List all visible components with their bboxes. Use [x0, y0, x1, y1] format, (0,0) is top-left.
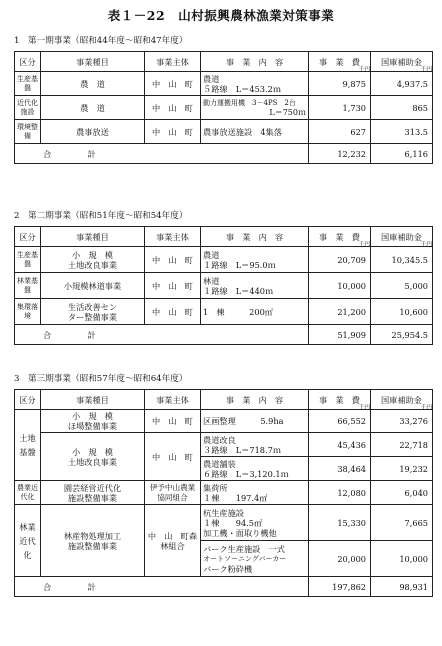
- entity-cell: 中 山 町: [145, 247, 201, 273]
- subsidy-cell: 千円 4,937.5: [371, 72, 433, 96]
- header-cost: 事 業 費: [309, 390, 371, 410]
- total-row: [15, 144, 433, 164]
- cost-cell: 10,000: [309, 273, 371, 299]
- subsidy-cell: 10,000: [371, 541, 433, 577]
- cost-cell: 12,080: [309, 481, 371, 505]
- type-cell: 小 規 模 土地改良事業: [41, 433, 145, 481]
- subsidy-cell: 6,040: [371, 481, 433, 505]
- category-cell: 生産基盤: [15, 72, 41, 96]
- subsidy-cell: 10,600: [371, 299, 433, 325]
- content-cell: 農道改良 ３路線 L＝718.7ｍ: [201, 433, 309, 457]
- header-category: 区分: [15, 52, 41, 72]
- cost-cell: 千円 66,552: [309, 410, 371, 433]
- entity-cell: 中 山 町: [145, 433, 201, 481]
- header-content: 事 業 内 容: [201, 227, 309, 247]
- type-cell: 園芸経営近代化 施設整備事業: [41, 481, 145, 505]
- cost-cell: 千円 20,709: [309, 247, 371, 273]
- header-entity: 事業主体: [145, 227, 201, 247]
- content-cell: 動力運搬用機 3－4PS 2台 L＝750ｍ: [201, 96, 309, 120]
- total-cost: 197,862: [309, 577, 371, 597]
- table-row: [15, 120, 433, 144]
- subsidy-cell: 22,718: [371, 433, 433, 457]
- type-cell: 農 道: [41, 96, 145, 120]
- entity-cell: 中 山 町: [145, 299, 201, 325]
- header-entity: 事業主体: [145, 52, 201, 72]
- entity-cell: 中 山 町森林組合: [145, 505, 201, 577]
- table-row: [15, 247, 433, 273]
- header-category: 区分: [15, 227, 41, 247]
- total-cost: 12,232: [309, 144, 371, 164]
- header-type: 事業種目: [41, 390, 145, 410]
- total-row: [15, 577, 433, 597]
- table-row: [15, 481, 433, 505]
- subsidy-cell: 19,232: [371, 457, 433, 481]
- cost-cell: 千円 9,875: [309, 72, 371, 96]
- category-cell: 集環落境: [15, 299, 41, 325]
- cost-cell: 45,436: [309, 433, 371, 457]
- table-row: [15, 410, 433, 433]
- phase2-section: [14, 209, 432, 345]
- header-type: 事業種目: [41, 227, 145, 247]
- category-cell: 環境整備: [15, 120, 41, 144]
- entity-cell: 中 山 町: [145, 72, 201, 96]
- table-row: [15, 299, 433, 325]
- header-subsidy: 国庫補助金: [371, 52, 433, 72]
- category-cell: 農業近代化: [15, 481, 41, 505]
- table-row: [15, 273, 433, 299]
- total-label: 合 計: [15, 144, 309, 164]
- type-cell: 小 規 模 土地改良事業: [41, 247, 145, 273]
- cost-cell: 627: [309, 120, 371, 144]
- type-cell: 生活改善セン ター整備事業: [41, 299, 145, 325]
- header-content: 事 業 内 容: [201, 390, 309, 410]
- content-cell: 区画整理 5.9ha: [201, 410, 309, 433]
- phase1-section: [14, 34, 432, 164]
- cost-cell: 15,330: [309, 505, 371, 541]
- subsidy-cell: 313.5: [371, 120, 433, 144]
- content-cell: 杭生産施設 １棟 94.5㎡ 加工機・面取り機他: [201, 505, 309, 541]
- entity-cell: 中 山 町: [145, 96, 201, 120]
- total-label: 合 計: [15, 577, 309, 597]
- entity-cell: 中 山 町: [145, 273, 201, 299]
- type-cell: 農事放送: [41, 120, 145, 144]
- subsidy-cell: 7,665: [371, 505, 433, 541]
- content-cell: 集荷所 １棟 197.4㎡: [201, 481, 309, 505]
- table-row: [15, 433, 433, 457]
- category-cell: 土地基盤: [15, 410, 41, 481]
- header-subsidy: 国庫補助金: [371, 227, 433, 247]
- header-content: 事 業 内 容: [201, 52, 309, 72]
- header-cost: 事 業 費: [309, 52, 371, 72]
- phase3-section: [14, 372, 432, 597]
- total-label: 合 計: [15, 325, 309, 345]
- entity-cell: 中 山 町: [145, 410, 201, 433]
- phase2-title: 2 第二期事業（昭和51年度～昭和54年度）: [14, 211, 188, 221]
- type-cell: 林産物処理加工 施設整備事業: [41, 505, 145, 577]
- header-type: 事業種目: [41, 52, 145, 72]
- type-cell: 小規模林道事業: [41, 273, 145, 299]
- type-cell: 小 規 模 ほ場整備事業: [41, 410, 145, 433]
- entity-cell: 中 山 町: [145, 120, 201, 144]
- content-cell: 農事放送施設 4集落: [201, 120, 309, 144]
- subsidy-cell: 865: [371, 96, 433, 120]
- total-cost: 51,909: [309, 325, 371, 345]
- cost-cell: 1,730: [309, 96, 371, 120]
- table-row: [15, 72, 433, 96]
- header-entity: 事業主体: [145, 390, 201, 410]
- content-cell: 農道 １路線 L＝95.0ｍ: [201, 247, 309, 273]
- total-subsidy: 98,931: [371, 577, 433, 597]
- category-cell: 林業基盤: [15, 273, 41, 299]
- content-cell: 1 棟 200㎡: [201, 299, 309, 325]
- header-subsidy: 国庫補助金: [371, 390, 433, 410]
- type-cell: 農 道: [41, 72, 145, 96]
- category-cell: 近代化施設: [15, 96, 41, 120]
- total-subsidy: 6,116: [371, 144, 433, 164]
- header-cost: 事 業 費: [309, 227, 371, 247]
- entity-cell: 伊予中山農業協同組合: [145, 481, 201, 505]
- cost-cell: 20,000: [309, 541, 371, 577]
- category-cell: 林業近代化: [15, 505, 41, 577]
- total-row: [15, 325, 433, 345]
- category-cell: 生産基盤: [15, 247, 41, 273]
- cost-cell: 38,464: [309, 457, 371, 481]
- phase1-table: [14, 51, 433, 164]
- content-cell: 農道舗装 ６路線 L＝3,120.1ｍ: [201, 457, 309, 481]
- header-category: 区分: [15, 390, 41, 410]
- phase1-title: 1 第一期事業（昭和44年度～昭和47年度）: [14, 36, 188, 46]
- subsidy-cell: 5,000: [371, 273, 433, 299]
- phase2-table: [14, 226, 433, 345]
- phase3-table: [14, 389, 433, 597]
- content-cell: バーク生産施設 一式 オートソーニングバーカー バーク粉砕機: [201, 541, 309, 577]
- page-title: 表１－22 山村振興農林漁業対策事業: [107, 8, 335, 23]
- content-cell: 農道 ５路線 L＝453.2ｍ: [201, 72, 309, 96]
- table-row: [15, 96, 433, 120]
- content-cell: 林道 １路線 L＝440ｍ: [201, 273, 309, 299]
- total-subsidy: 25,954.5: [371, 325, 433, 345]
- phase3-title: 3 第三期事業（昭和57年度～昭和64年度）: [14, 374, 188, 384]
- cost-cell: 21,200: [309, 299, 371, 325]
- table-row: [15, 505, 433, 541]
- subsidy-cell: 千円 33,276: [371, 410, 433, 433]
- subsidy-cell: 千円 10,345.5: [371, 247, 433, 273]
